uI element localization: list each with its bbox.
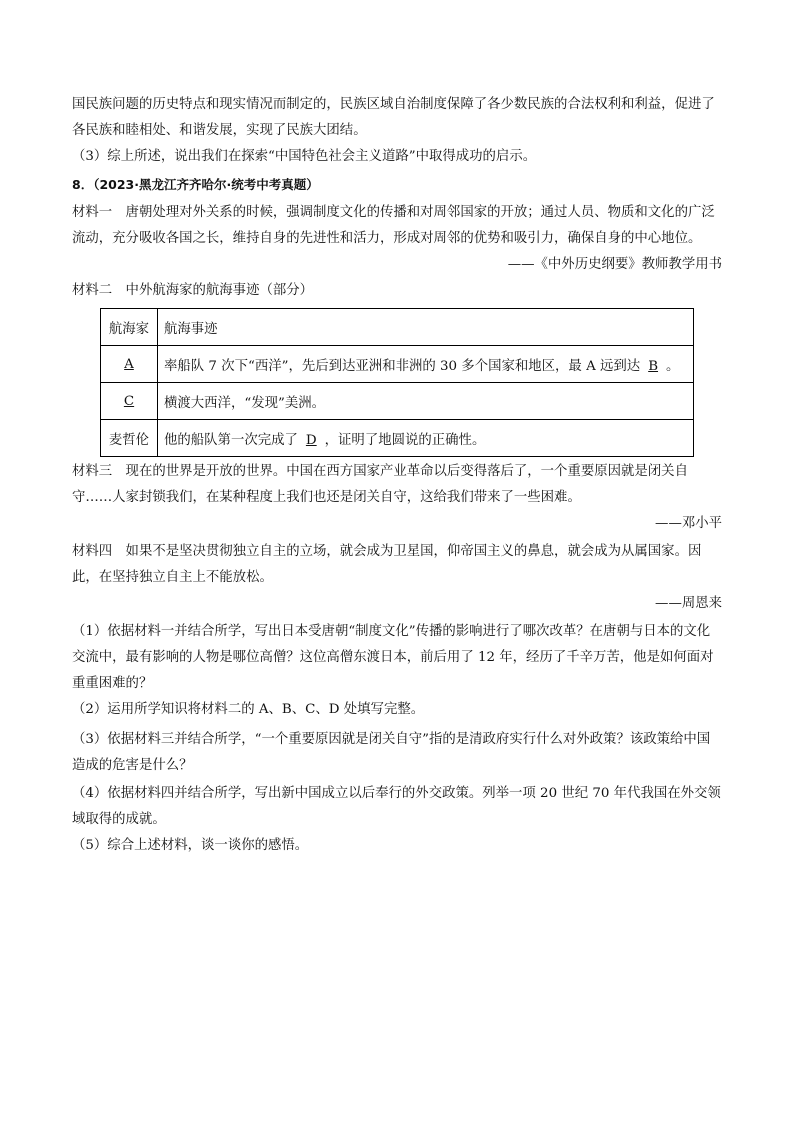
- question-1: （1）依据材料一并结合所学，写出日本受唐朝“制度文化”传播的影响进行了哪次改革？在唐朝与日本的文化交流中，最有影响的人物是哪位高僧？这位高僧东渡日本，前后用了 12 年，经历了千辛万苦，他是如何面对重重困难的？: [72, 624, 714, 691]
- material-1: 材料一 唐朝处理对外关系的时候，强调制度文化的传播和对周邻国家的开放；通过人员、物质和文化的广泛流动，充分吸收各国之长，维持自身的先进性和活力，形成对周邻的优势和吸引力，确保自身的中心地位。: [72, 205, 715, 246]
- row3-navigator: 麦哲伦: [101, 420, 158, 457]
- blank-d: D: [305, 432, 317, 448]
- material-3-source: ——邓小平: [655, 516, 722, 531]
- row2-text: 横渡大西洋，“发现”美洲。: [158, 383, 694, 420]
- material-4-source: ——周恩来: [655, 596, 722, 611]
- material-1-source: ——《中外历史纲要》教师教学用书: [507, 257, 722, 272]
- blank-a: A: [124, 356, 134, 372]
- table-header-navigator: 航海家: [101, 309, 158, 346]
- table-row: [101, 420, 694, 457]
- table-row: [101, 383, 694, 420]
- table-header-row: [101, 309, 694, 346]
- table-header-deeds: 航海事迹: [158, 309, 694, 346]
- question-5: （5）综合上述材料，谈一谈你的感悟。: [72, 838, 309, 853]
- question-7-part-3: （3）综上所述，说出我们在探索“中国特色社会主义道路”中取得成功的启示。: [72, 149, 537, 164]
- previous-answer-text: 国民族问题的历史特点和现实情况而制定的，民族区域自治制度保障了各少数民族的合法权利和利益，促进了各民族和睦相处、和谐发展，实现了民族大团结。: [72, 97, 715, 138]
- row1-text-end: 。: [666, 358, 680, 374]
- blank-c: C: [123, 393, 135, 409]
- question-8-header: 8．（2023·黑龙江齐齐哈尔·统考中考真题）: [72, 177, 319, 192]
- material-4: 材料四 如果不是坚决贯彻独立自主的立场，就会成为卫星国，仰帝国主义的鼻息，就会成为从属国家。因此，在坚持独立自主上不能放松。: [72, 544, 702, 585]
- navigator-table: [100, 308, 694, 457]
- row3-text-end: ，证明了地圆说的正确性。: [324, 432, 486, 448]
- material-3: 材料三 现在的世界是开放的世界。中国在西方国家产业革命以后变得落后了，一个重要原因就是闭关自守……人家封锁我们，在某种程度上我们也还是闭关自守，这给我们带来了一些困难。: [72, 464, 688, 505]
- question-3: （3）依据材料三并结合所学，“一个重要原因就是闭关自守”指的是清政府实行什么对外政策？该政策给中国造成的危害是什么？: [72, 732, 711, 773]
- document-page: [72, 92, 722, 863]
- table-row: [101, 346, 694, 383]
- material-2-title: 材料二 中外航海家的航海事迹（部分）: [72, 283, 314, 298]
- blank-b: B: [648, 358, 659, 374]
- question-4: （4）依据材料四并结合所学，写出新中国成立以后奉行的外交政策。列举一项 20 世纪 70 年代我国在外交领域取得的成就。: [72, 786, 721, 827]
- question-2: （2）运用所学知识将材料二的 A、B、C、D 处填写完整。: [72, 702, 425, 717]
- row3-text: 他的船队第一次完成了: [164, 432, 298, 448]
- row1-text: 率船队 7 次下“西洋”，先后到达亚洲和非洲的 30 多个国家和地区，最 A 远到达: [164, 358, 641, 374]
